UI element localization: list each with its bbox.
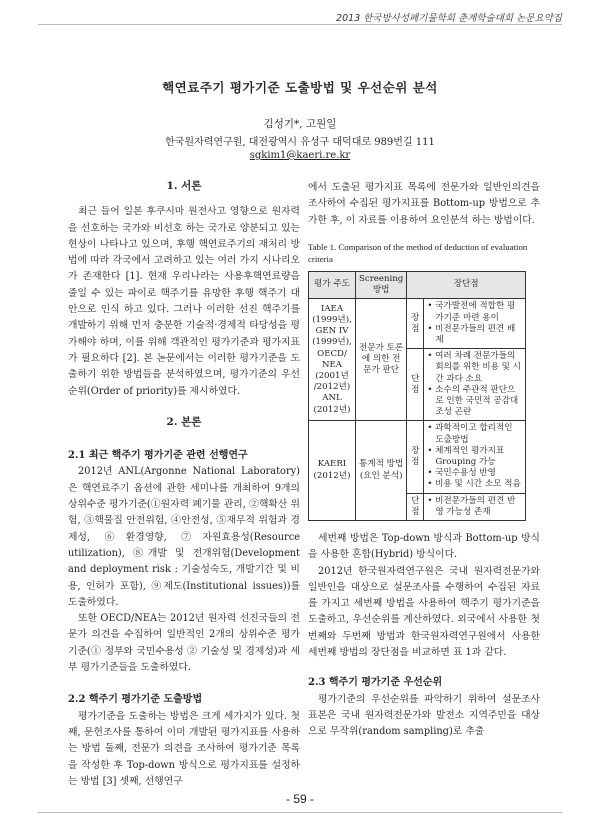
list-item: • 비전문가들의 편견 배제 [427,323,516,345]
list-item: • 여러 차례 전문가들의 회의를 위한 비용 및 시간 과다 소요 [427,351,521,384]
body-paragraph: 세번째 방법은 Top-down 방식과 Bottom-up 방식을 사용한 혼합(Hybrid) 방식이다. [308,532,540,561]
table-cell-method: 전문가 토론에 의한 전문가 판단 [356,299,407,421]
body-paragraph: 또한 OECD/NEA는 2012년 원자력 선진국들의 전문가 의견을 수집하여 일반적인 2개의 상위수준 평가기준(① 정부와 국민수용성 ② 기술성 및 경제성)과 세부 평가기준들을 도출하였다. [68,613,300,674]
authors: 김성기*, 고원일 [263,118,337,130]
affiliation: 한국원자력연구원, 대전광역시 유성구 대덕대로 989번길 111 [165,137,435,148]
section-heading-intro: 1. 서론 [166,180,202,192]
subsection-heading-2-3: 2.3 핵주기 평가기준 우선순위 [308,677,443,689]
body-paragraph: 평가기준을 도출하는 방법은 크게 세가지가 있다. 첫째, 문헌조사를 통하여 이미 개발된 평가지표를 사용하는 방법 둘째, 전문가 의견을 조사하여 평가기준 목록을 작성한 후 Top-down 방식으로 평가지표를 설정하는 방법 [3] 셋째, 선행연구 [68,710,300,787]
table-cell-con-label: 단점 [407,349,424,421]
table-header-cell: 장단점 [407,271,526,298]
table-cell-con-label: 단점 [407,493,424,520]
list-item: • 과학적이고 합리적인 도출방법 [427,423,513,445]
intro-paragraph: 최근 들어 일본 후쿠시마 원전사고 영향으로 원자력을 선호하는 국가와 비선호 하는 국가로 양분되고 있는 현상이 나타나고 있으며, 후행 핵연료주기의 재처리 방법에 따라 각국에서 고려하고 있는 여러 가지 시나리오가 존재한다 [1]. 현재 우리나라는 사용후핵연료량을 줄일 수 있는 파이로 핵주기를 유망한 후행 핵주기 대안으로 인식 하고 있다. 그러나 이러한 선진 핵주기를 개발하기 위해 먼저 충분한 기술적·경제적 타당성을 평가해야 하며, 이를 위해 객관적인 평가기준과 평가지표가 필요하다 [2]. 본 논문에서는 이러한 평가기준을 도출하기 위한 방법들을 분석하였으며, 평가기준의 우선순위(Order of priority)를 제시하였다. [68,206,300,397]
body-paragraph: 2012년 한국원자력연구원은 국내 원자력전문가와 일반인을 대상으로 설문조사를 수행하여 수집된 자료를 가지고 세번째 방법을 사용하여 핵주기 평가기준을 도출하고, 우선순위를 계산하였다. 외국에서 사용한 첫번째와 두번째 방법과 한국원자력연구원에서 사용한 세번째 방법의 장단점을 비교하면 표 1과 같다. [308,565,540,659]
paper-title: 핵연료주기 평가기준 도출방법 및 우선순위 분석 [162,80,438,95]
left-column [68,178,300,790]
comparison-table [308,271,526,521]
table-cell-org: IAEA (1999년), GEN IV (1999년), OECD/ NEA (2001년 /2012년) ANL (2012년) [309,299,356,421]
table-header-cell: 평가 주도 [309,271,356,298]
subsection-heading-2-1: 2.1 최근 핵주기 평가기준 관련 선행연구 [68,450,248,462]
table-cell-cons [424,493,526,520]
running-header: 2013 한국방사성폐기물학회 춘계학술대회 논문요약집 [336,13,562,24]
table-cell-pros [424,299,526,349]
table-caption: Table 1. Comparison of the method of deduction of evaluation criteria [308,241,528,264]
table-cell-org: KAERI (2012년) [309,421,356,521]
table-cell-pro-label: 장점 [407,299,424,349]
list-item: • 국민수용성 반영 [427,468,496,479]
subsection-heading-2-2: 2.2 핵주기 평가기준 도출방법 [68,694,203,706]
list-item: • 비용 및 시간 소모 적음 [427,479,521,490]
table-cell-pros [424,421,526,493]
table-cell-pro-label: 장점 [407,421,424,493]
body-paragraph: 평가기준의 우선순위를 파악하기 위하여 설문조사 표본은 국내 원자력전문가와 발전소 지역주민을 대상으로 무작위(random sampling)로 추출 [308,693,540,738]
body-paragraph: 2012년 ANL(Argonne National Laboratory)은 핵연료주기 옵션에 관한 세미나를 개최하여 9개의 상위수준 평가기준(①원자력 폐기물 관리, ②핵확산 위험, ③핵물질 안전위험, ④안전성, ⑤재무적 위험과 경제성, ⑥환경영향, ⑦자원효용성(Resource utilization), ⑧개발 및 전개위험(Development and deployment risk : 기술성숙도, 개발기간 및 비용, 인허가 포함), ⑨제도(Institutional issues))를 도출하였다. [68,466,300,608]
list-item: • 소수의 주관적 판단으로 인한 국민적 공감대 조성 곤란 [427,384,519,418]
email-link[interactable]: sgkim1@kaeri.re.kr [249,150,351,161]
section-heading-body: 2. 본론 [166,415,202,428]
list-item: • 비전문가들의 편견 반영 가능성 존재 [427,495,516,517]
footer-rule [38,812,562,813]
list-item: • 국가발전에 적합한 평가기준 마련 용이 [427,301,516,323]
header-rule [38,24,562,25]
right-column [308,180,540,741]
page-number: - 59 - [285,792,314,806]
table-header-cell: Screening 방법 [356,271,407,298]
list-item: • 체계적인 평가지표 Grouping 가능 [427,445,505,467]
body-paragraph: 에서 도출된 평가지표 목록에 전문가와 일반인의견을 조사하여 수집된 평가지표를 Bottom-up 방법으로 추가한 후, 이 자료를 이용하여 요인분석 하는 방법이다. [308,182,540,226]
table-cell-method: 통계적 방법 (요인 분석) [356,421,407,521]
table-cell-cons [424,349,526,421]
